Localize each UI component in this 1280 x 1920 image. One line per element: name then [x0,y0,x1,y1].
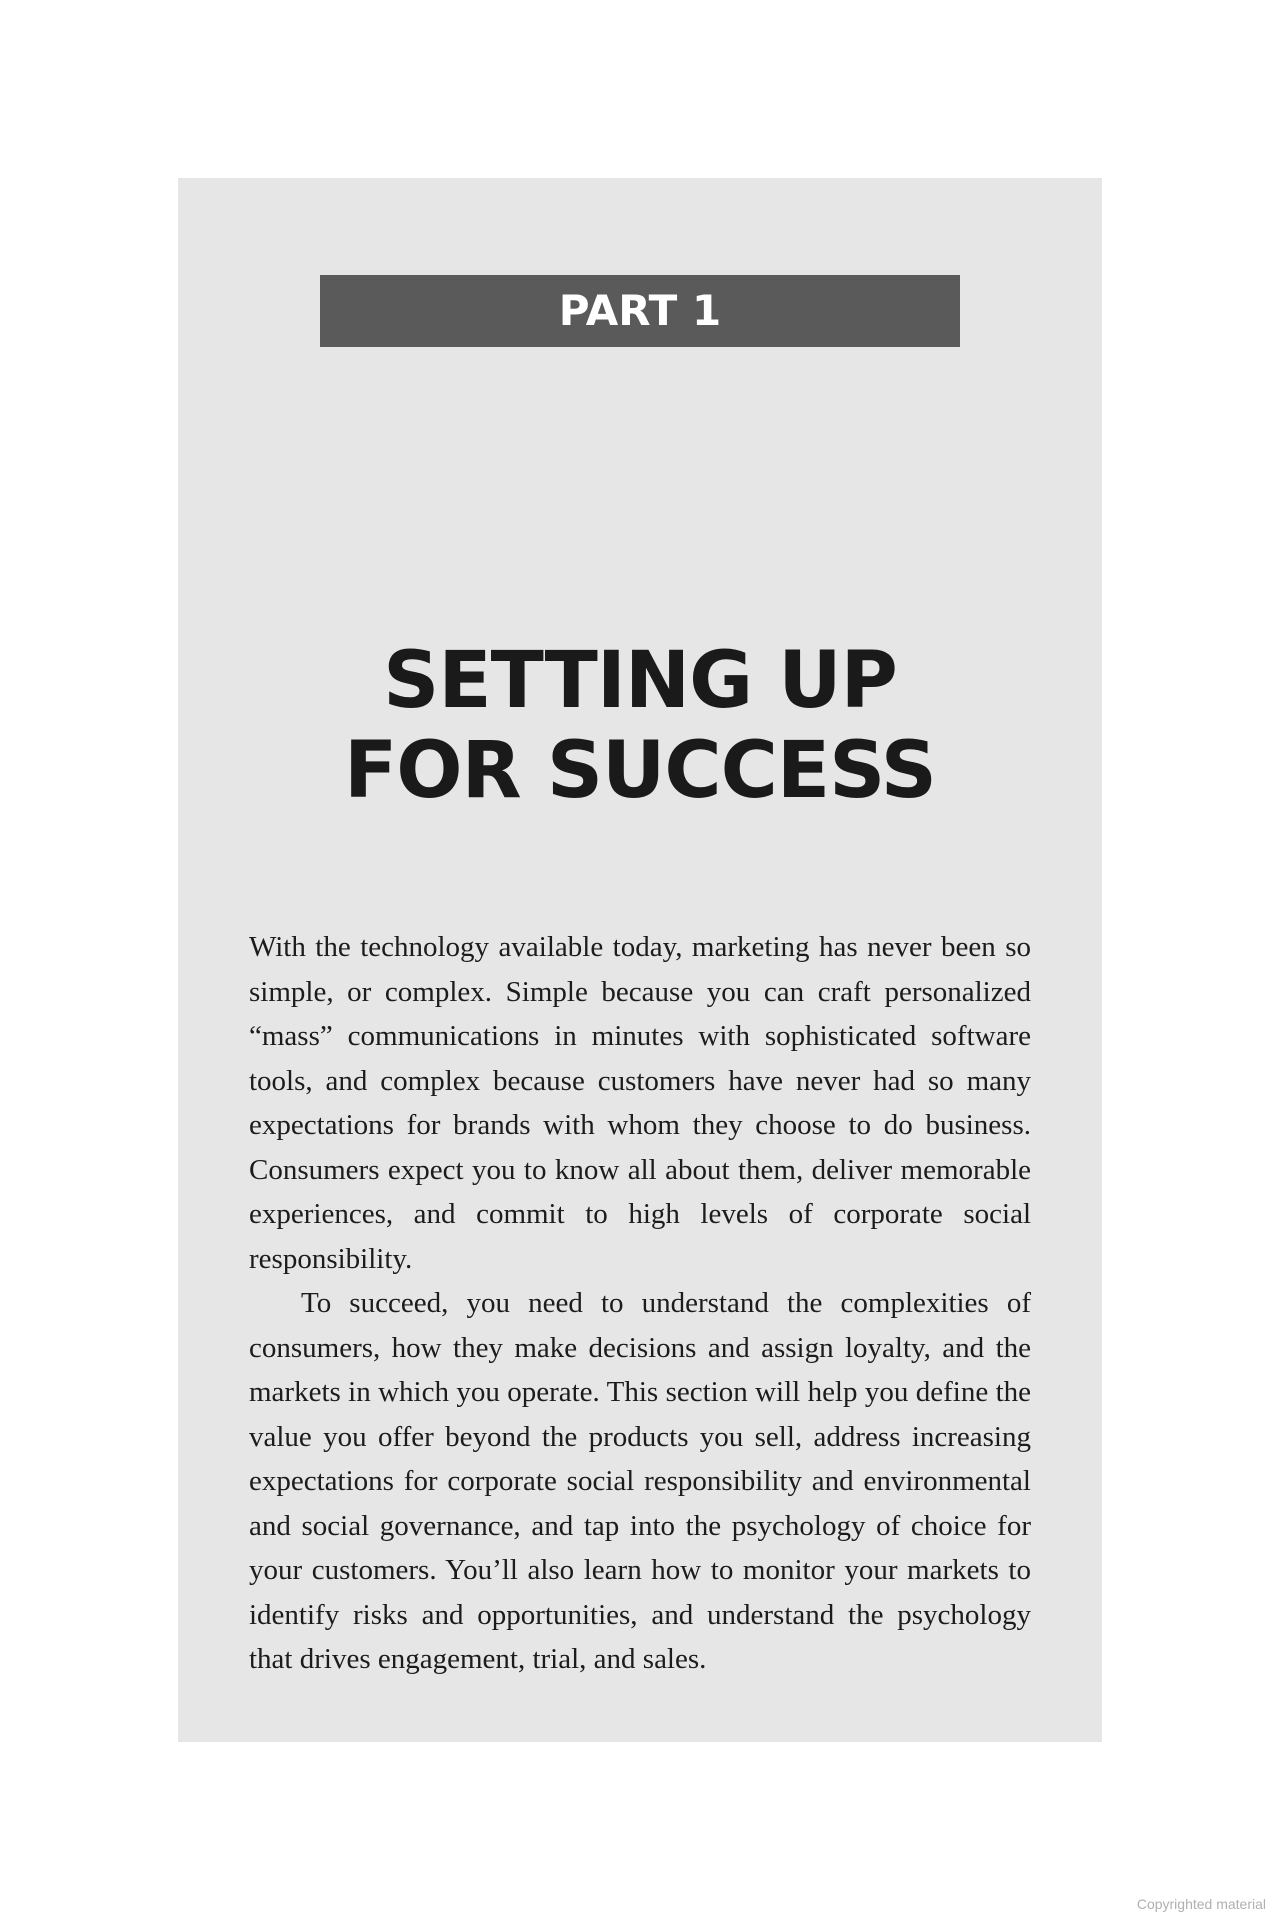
part-label: PART 1 [558,286,722,335]
part-title-line-2: FOR SUCCESS [344,726,936,816]
intro-paragraph-2: To succeed, you need to understand the complexities of consumers, how they make decisions and assign loyalty, and the markets in which you operate. This section will help you define the value you offer beyond the products you sell, address increasing expectations for corporate social responsibility and environmental and social governance, and tap into the psychology of choice for your customers. You’ll also learn how to monitor your markets to identify risks and opportunities, and understand the psychology that drives engagement, trial, and sales. [249,1287,1031,1675]
intro-paragraph-1: With the technology available today, marketing has never been so simple, or complex. Simple because you can craft personalized “mass” communications in minutes with sophisticated software tools, and complex because customers have never had so many expectations for brands with whom they choose to do business. Consumers expect you to know all about them, deliver memorable experiences, and commit to high levels of corporate social responsibility. [249,931,1031,1275]
part-banner [320,275,960,347]
part-title [178,636,1102,816]
part-title-line-1: SETTING UP [383,636,897,726]
part-opener-panel [178,178,1102,1742]
part-introduction [249,925,1031,1682]
copyright-watermark: Copyrighted material [1136,1896,1266,1912]
